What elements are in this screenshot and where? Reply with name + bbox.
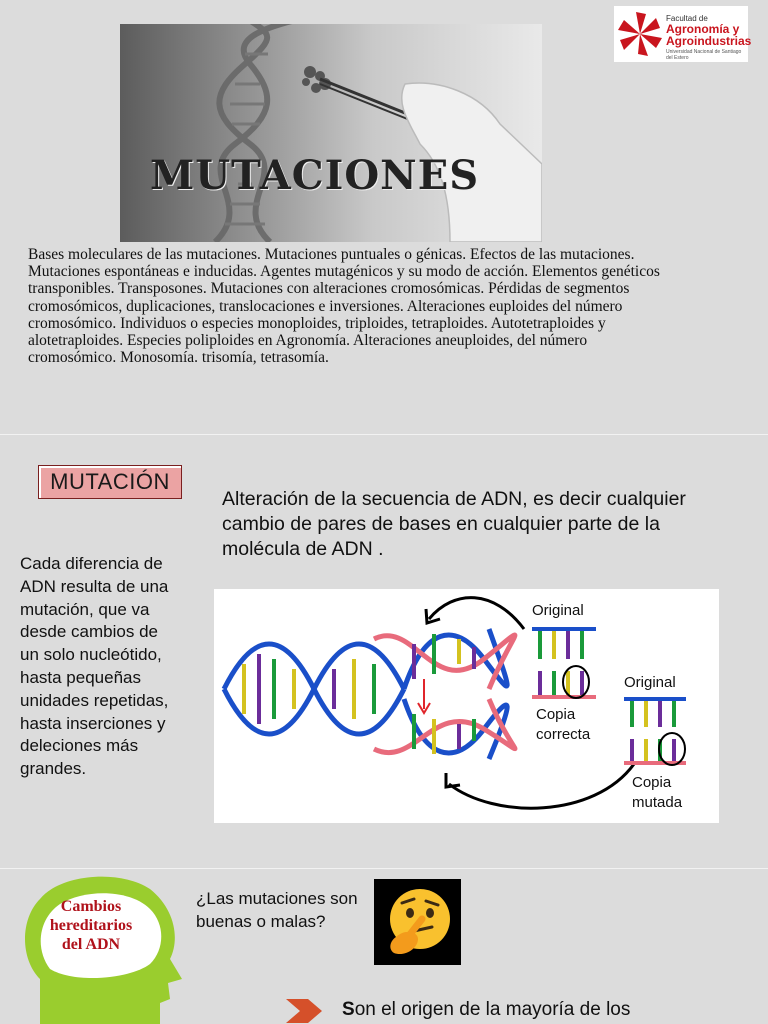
label-copy-correct-1: Copia [536,706,576,723]
mutacion-label: MUTACIÓN [38,465,182,499]
label-original-2: Original [624,674,676,691]
mutation-explanation: Cada diferencia de ADN resulta de una mutación, que va desde cambios de un solo nucleótido, hasta pequeñas unidades repetidas, hasta inserciones y deleciones más grandes. [20,554,169,779]
head-label-text: Cambios hereditarios del ADN [49,898,133,953]
thinking-face-icon [374,879,461,965]
logo-university-text: Universidad Nacional de Santiago del Estero [666,49,742,61]
label-copy-correct-2: correcta [536,726,591,743]
faculty-logo [614,6,752,62]
topics-description: Bases moleculares de las mutaciones. Mutaciones puntuales o génicas. Efectos de las mutaciones. Mutaciones espontáneas e inducidas. Agentes mutagénicos y su modo de acción. Elementos genéticos transponibles. Transposones. Mutaciones con alteraciones cromosómicas. Pérdidas de segmentos cromosómicos, duplicaciones, translocaciones e inversiones. Alteraciones euploides del número cromosómico. Individuos o especies monoploides, triploides, tetraploides. Autotetraploides y alotetraploides. Especies poliploides en Agronomía. Alteraciones aneuploides, del número cromosómico. Monosomía. trisomía, tetrasomía. [28,246,660,367]
slide-mutaciones-title [0,0,768,432]
logo-line-1: Agronomía y [666,22,740,36]
mutation-definition: Alteración de la secuencia de ADN, es decir cualquier cambio de pares de bases en cualquier parte de la molécula de ADN . [222,488,686,560]
label-copy-mutated-1: Copia [632,774,672,791]
chevron-right-icon [284,997,324,1024]
label-copy-mutated-2: mutada [632,794,683,811]
logo-line-2: Agroindustrias [666,34,752,48]
answer-first-letter: S [342,999,355,1020]
slide-mutation-question [0,868,768,1024]
slide-mutacion-definition [0,434,768,866]
answer-rest: on el origen de la mayoría de los [354,999,631,1020]
flower-logo-icon [614,6,666,62]
label-original-1: Original [532,602,584,619]
dna-helix-illustration [120,24,542,242]
logo-small-text: Facultad de [666,14,708,23]
answer-text [342,999,630,1021]
dna-replication-diagram [214,589,719,823]
hero-image-dna [120,24,542,242]
hero-title: MUTACIONES [150,152,480,199]
thinking-face-emoji [374,879,461,965]
question-text: ¿Las mutaciones son buenas o malas? [196,889,358,931]
